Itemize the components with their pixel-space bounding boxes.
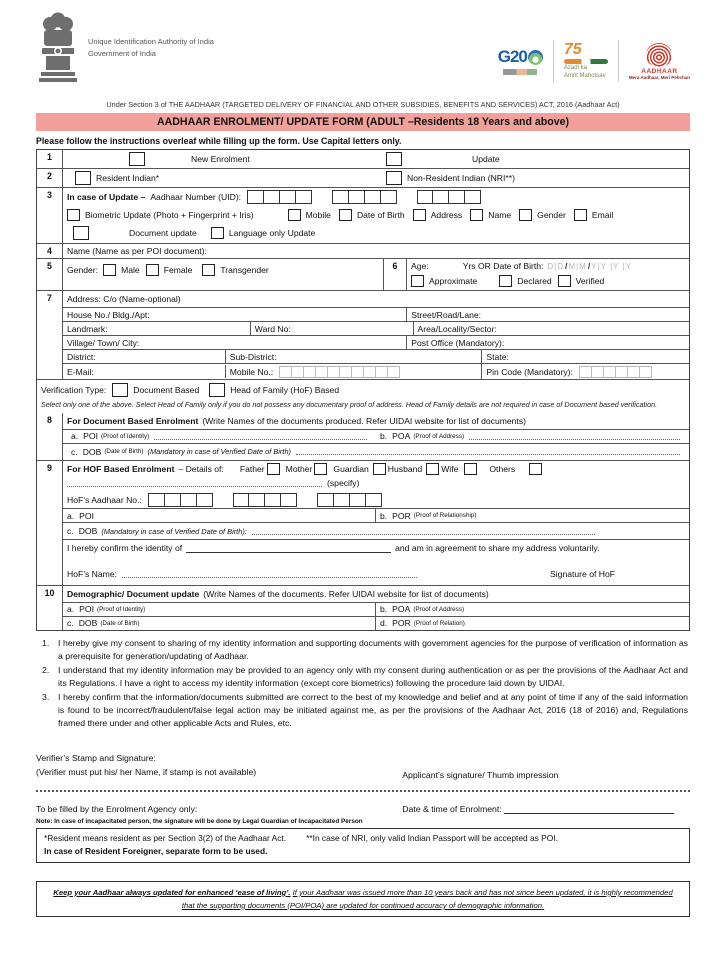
update-case-title: In case of Update – <box>67 192 146 202</box>
hof-based-checkbox[interactable] <box>209 383 225 397</box>
act-reference-line: Under Section 3 of THE AADHAAR (TARGETED DELIVERY OF FINANCIAL AND OTHER SUBSIDIES, BENEFITS AND SERVICES) ACT, 2016 (Aadhaar Act) <box>106 100 620 109</box>
hof-uid-digit-cell[interactable] <box>248 493 265 507</box>
keep-updated-box <box>36 881 690 917</box>
gender-update-checkbox[interactable] <box>519 209 532 221</box>
hof-poi-label: POI <box>79 510 94 521</box>
confirm-identity-blank[interactable] <box>186 543 391 553</box>
nri-label: Non-Resident Indian (NRI**) <box>407 173 515 183</box>
row-number: 7 <box>37 291 63 379</box>
upd-por-sublabel: (Proof of Relation) <box>413 619 465 627</box>
item-letter: c. <box>67 618 74 629</box>
poi-field[interactable] <box>63 431 376 442</box>
item-letter: b. <box>380 604 388 615</box>
dob-input-area[interactable] <box>547 261 632 271</box>
logo-divider <box>618 40 619 82</box>
approximate-label: Approximate <box>429 276 478 286</box>
row-document-based-enrolment <box>37 413 689 460</box>
pincode-label: Pin Code (Mandatory): <box>486 366 573 377</box>
uid-digit-cell[interactable] <box>380 190 397 204</box>
row-residency <box>37 168 689 187</box>
district-field[interactable] <box>63 350 226 363</box>
mother-label: Mother <box>285 463 313 474</box>
post-office-field[interactable] <box>407 336 689 349</box>
pincode-digit-group <box>579 366 652 378</box>
approximate-checkbox[interactable] <box>411 275 424 287</box>
pincode-digit-cell[interactable] <box>639 366 652 378</box>
email-update-label: Email <box>591 210 614 220</box>
row-number: 8 <box>37 413 63 460</box>
hof-dob-field[interactable] <box>63 522 689 539</box>
new-enrolment-label: New Enrolment <box>191 154 250 164</box>
row-gender-age <box>37 258 689 290</box>
upd-poa-label: POA <box>392 604 411 615</box>
row-number: 3 <box>37 188 63 243</box>
g20-subtext <box>503 69 537 75</box>
house-no-label: House No./ Bldg./Apt: <box>67 309 150 320</box>
hof-name-fill-line[interactable] <box>122 569 417 578</box>
street-label: Street/Road/Lane: <box>411 309 482 320</box>
applicant-signature-label: Applicant’s signature/ Thumb impression <box>402 769 559 780</box>
item-letter: c. <box>71 446 78 457</box>
transgender-label: Transgender <box>220 265 269 275</box>
hof-uid-digit-cell[interactable] <box>264 493 281 507</box>
emblem-of-india-icon <box>36 10 80 84</box>
upd-dob-label: DOB <box>78 618 98 629</box>
amrit-mahotsav-logo <box>564 42 608 80</box>
male-checkbox[interactable] <box>103 264 116 276</box>
name-update-label: Name <box>488 210 512 220</box>
address-update-checkbox[interactable] <box>413 209 426 221</box>
dob-doc-sublabel: (Date of Birth) <box>104 448 144 456</box>
item-letter: a. <box>67 510 75 521</box>
biometric-update-checkbox[interactable] <box>67 209 80 221</box>
mobile-update-label: Mobile <box>305 210 331 220</box>
footnote-nri: **In case of NRI, only valid Indian Passport will be accepted as POI. <box>306 832 558 843</box>
language-only-update-label: Language only Update <box>228 228 316 238</box>
document-based-label: Document Based <box>133 385 200 395</box>
verification-type-section <box>37 379 689 413</box>
upd-dob-sublabel: (Date of Birth) <box>100 619 140 627</box>
uid-digit-cell[interactable] <box>332 190 349 204</box>
hof-uid-digit-cell[interactable] <box>164 493 181 507</box>
logo-divider <box>553 40 554 82</box>
row-name <box>37 243 689 258</box>
female-checkbox[interactable] <box>146 264 159 276</box>
keep-updated-rest: If your Aadhaar was issued more than 10 years back and has not since been updated, it is highly recommended that the supporting documents (POI/POA) are updated for continued accuracy of demographic information. <box>181 887 673 910</box>
biometric-update-label: Biometric Update (Photo + Fingerprint + Iris) <box>85 210 254 220</box>
update-label: Update <box>472 154 500 164</box>
fill-line[interactable] <box>469 431 680 440</box>
form-table <box>36 149 690 631</box>
upd-poi-field[interactable] <box>63 603 376 616</box>
specify-label: (specify) <box>327 478 360 489</box>
uid-label: Aadhaar Number (UID): <box>150 192 242 202</box>
demographic-title-rest: (Write Names of the documents. Refer UIDAI website for list of documents) <box>203 588 489 599</box>
row-number: 6 <box>383 259 407 290</box>
incapacitated-note: Note: In case of incapacitated person, the signature will be done by Legal Guardian of Incapacitated Person <box>36 817 363 825</box>
uid-digit-cell[interactable] <box>364 190 381 204</box>
verification-type-label: Verification Type: <box>41 385 107 395</box>
street-field[interactable] <box>407 308 689 321</box>
poa-sublabel: (Proof of Address) <box>413 432 465 440</box>
ward-no-field[interactable] <box>251 322 414 335</box>
dob-update-label: Date of Birth <box>356 210 405 220</box>
father-label: Father <box>239 463 265 474</box>
instructions-line: Please follow the instructions overleaf while filling up the form. Use Capital letters only. <box>36 136 402 146</box>
g20-lotus-icon <box>528 50 543 65</box>
others-checkbox[interactable] <box>529 463 542 475</box>
dotted-separator <box>36 790 690 792</box>
item-letter: a. <box>67 604 75 615</box>
poa-field[interactable] <box>376 431 689 442</box>
document-based-title: For Document Based Enrolment <box>67 415 199 426</box>
uid-digit-group <box>247 190 312 204</box>
consent-text: I hereby give my consent to sharing of my identity information and supporting documents with government agencies for the purpose of verification of information as a prerequisite for generation/updating of Aadhaar. <box>58 637 688 661</box>
upd-por-field[interactable] <box>376 617 689 630</box>
new-enrolment-checkbox[interactable] <box>129 152 145 166</box>
others-label: Others <box>489 463 516 474</box>
amrit-line2: Amrit Mahotsav <box>563 72 606 79</box>
gender-update-label: Gender <box>537 210 566 220</box>
dob-update-checkbox[interactable] <box>339 209 352 221</box>
declared-checkbox[interactable] <box>499 275 512 287</box>
form-title-banner: AADHAAR ENROLMENT/ UPDATE FORM (ADULT –Residents 18 Years and above) <box>36 113 690 131</box>
poi-label: POI <box>83 431 98 442</box>
mobile-no-label: Mobile No.: <box>229 366 274 377</box>
address-co-field[interactable] <box>63 291 689 307</box>
enrolment-datetime-label: Date & time of Enrolment: <box>402 803 502 814</box>
male-label: Male <box>121 265 140 275</box>
item-letter: b. <box>380 431 388 442</box>
upd-dob-field[interactable] <box>63 617 376 630</box>
upd-poi-label: POI <box>79 604 94 615</box>
uid-digit-cell[interactable] <box>432 190 449 204</box>
house-no-field[interactable] <box>63 308 407 321</box>
dob-doc-note: (Mandatory in case of Verified Date of Birth) <box>147 447 292 457</box>
sub-district-field[interactable] <box>226 350 483 363</box>
poi-sublabel: (Proof of Identity) <box>100 432 150 440</box>
email-field[interactable] <box>63 365 226 378</box>
footnote-foreigner: In case of Resident Foreigner, separate form to be used. <box>44 846 268 857</box>
hof-uid-digit-cell[interactable] <box>148 493 165 507</box>
hof-title-rest: – Details of: <box>178 463 224 474</box>
document-update-checkbox[interactable] <box>73 226 89 240</box>
item-letter: d. <box>380 618 388 629</box>
org-line2: Government of India <box>88 49 156 58</box>
upd-poi-sublabel: (Proof of Identity) <box>96 605 146 613</box>
hof-uid-digit-cell[interactable] <box>349 493 366 507</box>
consent-item <box>42 691 688 730</box>
husband-label: Husband <box>387 463 423 474</box>
mobile-digit-cell[interactable] <box>387 366 400 378</box>
dob-doc-field[interactable] <box>63 443 689 460</box>
landmark-field[interactable] <box>63 322 251 335</box>
footnote-resident: *Resident means resident as per Section 3(2) of the Aadhaar Act. <box>44 832 287 843</box>
nri-checkbox[interactable] <box>386 171 402 185</box>
uid-digit-cell[interactable] <box>263 190 280 204</box>
aadhaar-logo <box>629 43 690 80</box>
confirm-identity-post: and am in agreement to share my address voluntarily. <box>395 543 600 554</box>
hof-dob-label: DOB <box>78 526 98 537</box>
mobile-no-field[interactable] <box>226 364 483 379</box>
fill-line[interactable] <box>154 431 367 440</box>
item-letter: a. <box>71 431 79 442</box>
dob-slash: / <box>565 261 568 271</box>
row-address <box>37 290 689 379</box>
specify-fill-line[interactable] <box>67 478 322 487</box>
verifier-stamp-note: (Verifier must put his/ her Name, if stamp is not available) <box>36 766 257 777</box>
language-only-update-checkbox[interactable] <box>211 227 224 239</box>
wife-label: Wife <box>441 463 459 474</box>
dob-dd-placeholder: D|D <box>547 262 565 271</box>
ward-no-label: Ward No: <box>254 323 291 334</box>
row-number: 4 <box>37 244 63 258</box>
aadhaar-logo-text: AADHAAR <box>641 67 678 75</box>
uid-digit-cell[interactable] <box>279 190 296 204</box>
email-label: E-Mail: <box>67 366 94 377</box>
hof-por-label: POR <box>392 510 411 521</box>
agency-only-label: To be filled by the Enrolment Agency only: <box>36 803 198 814</box>
row-hof-based-enrolment <box>37 460 689 585</box>
resident-indian-label: Resident Indian* <box>96 173 160 183</box>
mobile-update-checkbox[interactable] <box>288 209 301 221</box>
amrit-line1: Azadi ka <box>563 65 587 71</box>
hof-uid-digit-cell[interactable] <box>280 493 297 507</box>
consent-list <box>36 637 690 730</box>
hof-uid-digit-cell[interactable] <box>365 493 382 507</box>
guardian-label: Guardian <box>333 463 369 474</box>
consent-text: I hereby confirm that the information/documents submitted are correct to the best of my knowledge and belief and at any point of time if any of the said information is found to be incorrect/fraudulent/false legal action may be initiated against me, as per the provisions of the Aadhaar Act, 2016 (18 of 2016) and, Regulations framed there under and other applicable Acts and Rules, etc. <box>58 691 688 728</box>
org-line1: Unique Identification Authority of India <box>88 37 214 46</box>
state-label: State: <box>486 351 509 362</box>
hof-uid-digit-group <box>148 493 213 507</box>
uid-digit-cell[interactable] <box>348 190 365 204</box>
upd-poa-sublabel: (Proof of Address) <box>413 605 465 613</box>
verified-checkbox[interactable] <box>558 275 571 287</box>
verification-note: Select only one of the above. Select Head of Family only if you do not possess any documentary proof of address. Head of Family details are not required in case of Document based verification. <box>41 400 658 409</box>
hof-uid-digit-group <box>233 493 298 507</box>
row-demographic-update <box>37 585 689 630</box>
hof-uid-digit-cell[interactable] <box>196 493 213 507</box>
upd-poa-field[interactable] <box>376 603 689 616</box>
uid-digit-group <box>417 190 482 204</box>
female-label: Female <box>163 265 193 275</box>
hof-uid-digit-cell[interactable] <box>233 493 250 507</box>
row-enrolment-type <box>37 150 689 168</box>
address-co-label: Address: C/o (Name-optional) <box>67 294 181 304</box>
form-header <box>36 10 690 98</box>
hof-por-field[interactable] <box>376 509 689 522</box>
wife-checkbox[interactable] <box>464 463 477 475</box>
age-label: Age: <box>411 261 429 271</box>
area-label: Area/Locality/Sector: <box>417 323 497 334</box>
guardian-checkbox[interactable] <box>373 463 386 475</box>
uid-digit-cell[interactable] <box>448 190 465 204</box>
hof-title: For HOF Based Enrolment <box>67 463 175 474</box>
hof-signature-label: Signature of HoF <box>550 569 615 580</box>
tricolor-swoosh-icon <box>564 59 608 64</box>
name-update-checkbox[interactable] <box>470 209 483 221</box>
name-field[interactable] <box>63 244 689 258</box>
dob-yyyy-placeholder: Y|Y |Y |Y <box>591 262 632 271</box>
row-number: 1 <box>37 150 63 168</box>
consent-item <box>42 664 688 690</box>
landmark-label: Landmark: <box>67 323 108 334</box>
consent-text: I understand that my identity information may be provided to an agency only with my consent during authentication or as per the provisions of the Aadhaar Act and its Regulations. I have a right to access my identity information (except core biometrics) following the procedure laid down by UIDAI. <box>58 664 688 688</box>
hof-uid-digit-cell[interactable] <box>317 493 334 507</box>
mobile-digit-group <box>279 366 400 378</box>
post-office-label: Post Office (Mandatory): <box>411 337 505 348</box>
enrolment-agency-section <box>36 804 690 814</box>
husband-checkbox[interactable] <box>426 463 439 475</box>
verifier-section <box>36 752 690 780</box>
amrit-75-text: 75 <box>563 41 582 58</box>
mother-checkbox[interactable] <box>314 463 327 475</box>
aadhaar-fingerprint-icon <box>646 43 672 67</box>
state-field[interactable] <box>482 350 689 363</box>
uid-digit-cell[interactable] <box>417 190 434 204</box>
uid-digit-cell[interactable] <box>464 190 481 204</box>
demographic-title: Demographic/ Document update <box>67 588 200 599</box>
hof-dob-note: (Mandatory in case of Verified Date of Birth): <box>101 526 247 536</box>
row-update-details <box>37 187 689 243</box>
verifier-stamp-label: Verifier’s Stamp and Signature: <box>36 753 156 764</box>
aadhaar-tagline: Mera Aadhaar, Meri Pehchan <box>628 74 690 80</box>
name-label: Name (Name as per POI document): <box>67 246 207 256</box>
hof-uid-digit-cell[interactable] <box>333 493 350 507</box>
org-name <box>88 36 214 60</box>
item-letter: c. <box>67 526 74 537</box>
poa-label: POA <box>392 431 411 442</box>
g20-text: G20 <box>497 47 527 66</box>
address-update-label: Address <box>430 210 463 220</box>
district-label: District: <box>67 351 96 362</box>
row-number: 10 <box>37 586 63 630</box>
update-checkbox[interactable] <box>386 152 402 166</box>
item-letter: b. <box>380 510 388 521</box>
area-field[interactable] <box>414 322 689 335</box>
keep-updated-bold: Keep your Aadhaar always updated for enhanced ‘ease of living’. <box>53 887 291 897</box>
uid-digit-group <box>332 190 397 204</box>
enrolment-datetime-blank[interactable] <box>504 804 674 814</box>
gender-label: Gender: <box>67 265 99 275</box>
father-checkbox[interactable] <box>267 463 280 475</box>
fill-line[interactable] <box>296 446 680 455</box>
confirm-identity-pre: I hereby confirm the identity of <box>67 543 183 554</box>
fill-line[interactable] <box>252 526 595 535</box>
upd-por-label: POR <box>392 618 411 629</box>
email-update-checkbox[interactable] <box>574 209 587 221</box>
uid-digit-cell[interactable] <box>247 190 264 204</box>
hof-name-label: HoF’s Name: <box>67 569 117 580</box>
document-update-label: Document update <box>129 228 197 238</box>
row-number: 2 <box>37 169 63 187</box>
footnote-box <box>36 828 690 863</box>
hof-poi-field[interactable] <box>63 509 376 522</box>
consent-item <box>42 637 688 663</box>
resident-indian-checkbox[interactable] <box>75 171 91 185</box>
document-based-checkbox[interactable] <box>112 383 128 397</box>
hof-por-sublabel: (Proof of Relationship) <box>413 512 477 520</box>
sub-district-label: Sub-District: <box>229 351 277 362</box>
dob-slash: / <box>587 261 591 271</box>
hof-aadhaar-label: HoF’s Aadhaar No.: <box>67 494 142 505</box>
verified-label: Verified <box>575 276 605 286</box>
uid-digit-cell[interactable] <box>295 190 312 204</box>
transgender-checkbox[interactable] <box>202 264 215 276</box>
declared-label: Declared <box>517 276 552 286</box>
village-label: Village/ Town/ City: <box>67 337 140 348</box>
hof-uid-digit-cell[interactable] <box>180 493 197 507</box>
hof-based-label: Head of Family (HoF) Based <box>230 385 340 395</box>
row-number: 5 <box>37 259 63 290</box>
dob-mm-placeholder: M|M <box>568 262 587 271</box>
document-based-title-rest: (Write Names of the documents produced. Refer UIDAI website for list of documents) <box>202 415 526 426</box>
hof-uid-digit-group <box>317 493 382 507</box>
pincode-field[interactable] <box>482 364 689 379</box>
g20-logo <box>498 47 543 75</box>
dob-doc-label: DOB <box>82 446 102 457</box>
row-number: 9 <box>37 461 63 585</box>
yrs-or-dob-label: Yrs OR Date of Birth: <box>462 261 544 271</box>
village-field[interactable] <box>63 336 407 349</box>
